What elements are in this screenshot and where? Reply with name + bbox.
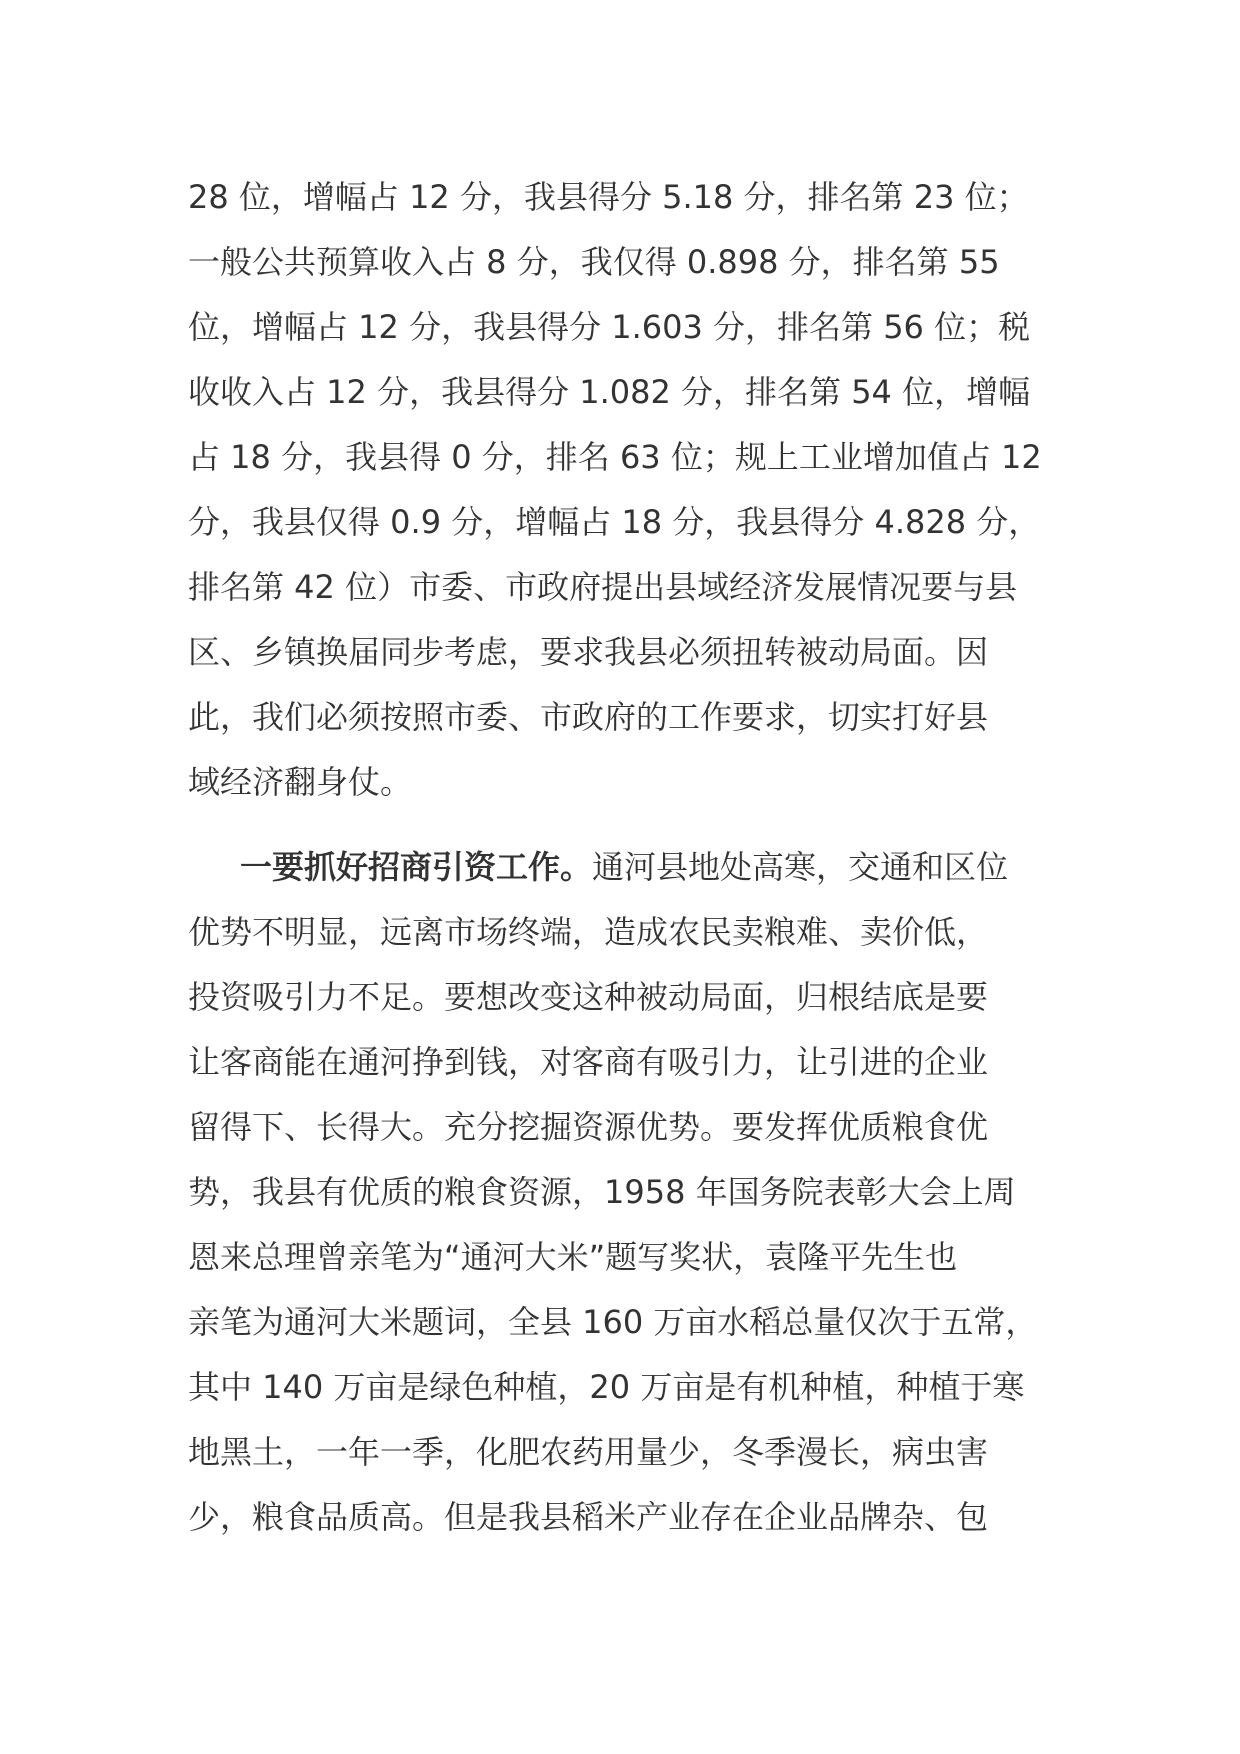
document-body [188, 165, 1058, 1550]
paragraph-1 [188, 165, 1058, 815]
text-line: 恩来总理曾亲笔为“通河大米”题写奖状，袁隆平先生也 [188, 1238, 958, 1276]
text-line: 此，我们必须按照市委、市政府的工作要求，切实打好县 [188, 698, 989, 736]
text-line: 排名第 42 位）市委、市政府提出县域经济发展情况要与县 [188, 568, 1018, 606]
text-line: 位，增幅占 12 分，我县得分 1.603 分，排名第 56 位；税 [188, 308, 1031, 346]
paragraph-lead-heading: 一要抓好招商引资工作。 [240, 848, 593, 886]
text-line: 地黑土，一年一季，化肥农药用量少，冬季漫长，病虫害 [188, 1433, 989, 1471]
text-line: 一般公共预算收入占 8 分，我仅得 0.898 分，排名第 55 [188, 243, 1000, 281]
paragraph-spacer [188, 815, 1058, 835]
text-line: 收收入占 12 分，我县得分 1.082 分，排名第 54 位，增幅 [188, 373, 1031, 411]
text-line: 亲笔为通河大米题词，全县 160 万亩水稻总量仅次于五常， [188, 1303, 1038, 1341]
paragraph-2 [188, 835, 1058, 1550]
text-line: 其中 140 万亩是绿色种植，20 万亩是有机种植，种植于寒 [188, 1368, 1025, 1406]
text-line: 域经济翻身仗。 [188, 763, 413, 801]
text-line: 留得下、长得大。充分挖掘资源优势。要发挥优质粮食优 [188, 1108, 989, 1146]
text-line: 势，我县有优质的粮食资源，1958 年国务院表彰大会上周 [188, 1173, 1016, 1211]
text-line: 28 位，增幅占 12 分，我县得分 5.18 分，排名第 23 位； [188, 178, 1029, 216]
text-line: 少，粮食品质高。但是我县稻米产业存在企业品牌杂、包 [188, 1498, 989, 1536]
text-line: 区、乡镇换届同步考虑，要求我县必须扭转被动局面。因 [188, 633, 989, 671]
text-line: 投资吸引力不足。要想改变这种被动局面，归根结底是要 [188, 978, 989, 1016]
paragraph-first-line [188, 835, 1058, 900]
text-run: 通河县地处高寒，交通和区位 [592, 848, 1009, 886]
text-line: 占 18 分，我县得 0 分，排名 63 位；规上工业增加值占 12 [188, 438, 1042, 476]
text-line: 分，我县仅得 0.9 分，增幅占 18 分，我县得分 4.828 分， [188, 503, 1041, 541]
text-line: 让客商能在通河挣到钱，对客商有吸引力，让引进的企业 [188, 1043, 989, 1081]
text-line: 优势不明显，远离市场终端，造成农民卖粮难、卖价低， [188, 913, 989, 951]
